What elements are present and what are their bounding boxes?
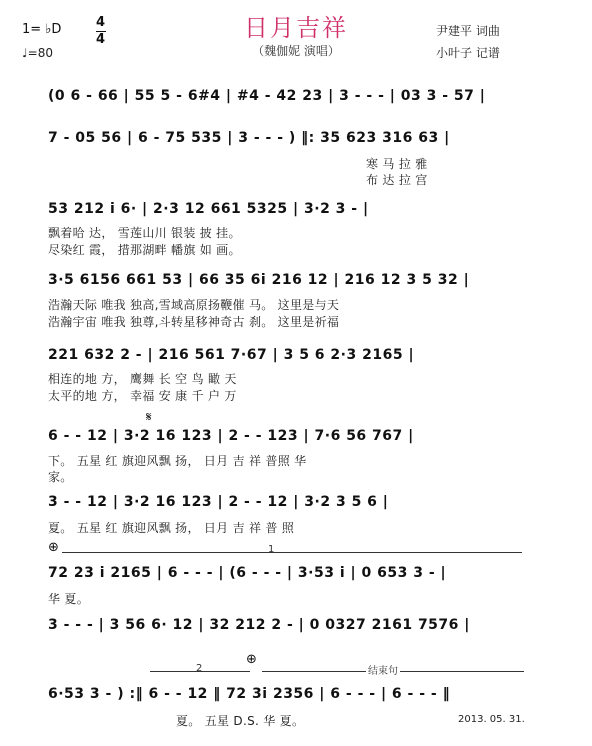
score-line-3: 53 212 i 6· | 2·3 12 661 5325 | 3·2 3 - |	[48, 201, 369, 217]
lyric-line-3b: 尽染红 霞， 措那湖畔 幡旗 如 画。	[48, 243, 241, 257]
score-line-2: 7 - 05 56 | 6 - 75 535 | 3 - - - ) ‖: 35 623 316 63 |	[48, 130, 450, 146]
lyricist-credit: 尹建平 词曲	[436, 24, 500, 38]
lyric-line-4a: 浩瀚天际 唯我 独高,雪域高原扬鞭催 马。 这里是与天	[48, 298, 340, 312]
volta-1-label: 1	[268, 544, 275, 555]
score-line-8: 72 23 i 2165 | 6 - - - | (6 - - - | 3·53 i | 0 653 3 - |	[48, 565, 447, 581]
lyric-line-6a: 下。 五星 红 旗迎风飘 扬， 日月 吉 祥 普照 华	[48, 454, 307, 468]
time-signature-bottom: 4	[96, 32, 106, 47]
lyric-line-6b: 家。	[48, 470, 73, 484]
score-line-5: 221 632 2 - | 216 561 7·67 | 3 5 6 2·3 2165 |	[48, 347, 415, 363]
coda-sign: ⊕	[48, 540, 59, 555]
tempo-marking: ♩=80	[22, 46, 53, 60]
score-line-4: 3·5 6156 661 53 | 66 35 6i 216 12 | 216 12 3 5 32 |	[48, 272, 470, 288]
coda-sign-2: ⊕	[246, 652, 257, 667]
performer-subtitle: （魏伽妮 演唱）	[252, 44, 340, 58]
segno-sign: 𝄋	[146, 410, 152, 425]
lyric-line-5a: 相连的地 方， 鹰舞 长 空 鸟 瞰 天	[48, 372, 237, 386]
volta-2-label: 2	[196, 663, 203, 674]
score-line-7: 3 - - 12 | 3·2 16 123 | 2 - - 12 | 3·2 3 5 6 |	[48, 494, 389, 510]
lyric-line-7a: 夏。 五星 红 旗迎风飘 扬， 日月 吉 祥 普 照	[48, 521, 295, 535]
ending-label: 结束句	[366, 662, 400, 677]
lyric-line-8a: 华 夏。	[48, 592, 90, 606]
lyric-line-3a: 飘着哈 达， 雪莲山川 银装 披 挂。	[48, 226, 241, 240]
time-signature-top: 4	[96, 15, 106, 30]
lyric-line-5b: 太平的地 方， 幸福 安 康 千 户 万	[48, 389, 237, 403]
score-line-9: 3 - - - | 3 56 6· 12 | 32 212 2 - | 0 0327 2161 7576 |	[48, 617, 470, 633]
transcription-date: 2013. 05. 31.	[458, 714, 525, 725]
lyric-line-4b: 浩瀚宇宙 唯我 独尊,斗转星移神奇古 刹。 这里是祈福	[48, 315, 340, 329]
lyric-line-2b: 布 达 拉 宫	[366, 173, 428, 187]
lyric-line-2a: 寒 马 拉 雅	[366, 157, 428, 171]
volta-1-bracket	[62, 552, 522, 553]
key-signature: 1= ♭D	[22, 22, 62, 37]
song-title: 日月吉祥	[244, 14, 348, 42]
score-line-1: (0 6 - 66 | 55 5 - 6#4 | #4 - 42 23 | 3 - - - | 03 3 - 57 |	[48, 88, 486, 104]
transcriber-credit: 小叶子 记谱	[436, 46, 500, 60]
score-line-10: 6·53 3 - ) :‖ 6 - - 12 ‖ 72 3i 2356 | 6 - - - | 6 - - - ‖	[48, 686, 451, 702]
lyric-line-10a: 夏。 五星 D.S. 华 夏。	[176, 714, 305, 728]
score-line-6: 6 - - 12 | 3·2 16 123 | 2 - - 123 | 7·6 56 767 |	[48, 428, 414, 444]
